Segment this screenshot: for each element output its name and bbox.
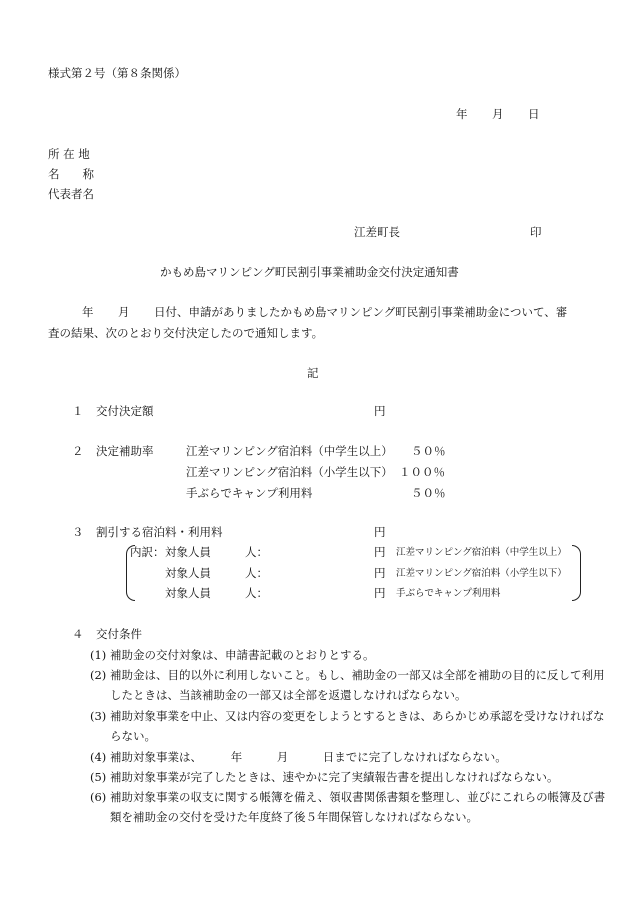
item-2-number: ２ bbox=[72, 444, 84, 458]
condition-2-line-1: 補助金は、目的以外に利用しないこと。もし、補助金の一部又は全部を補助の目的に反して利用 bbox=[110, 668, 605, 682]
condition-6-number: (6) bbox=[90, 790, 107, 804]
item-2-label: 決定補助率 bbox=[96, 444, 154, 458]
intro-text-line1: 日付、申請がありましたかもめ島マリンピング町民割引事業補助金について、審 bbox=[154, 305, 568, 319]
intro-month: 月 bbox=[118, 305, 130, 319]
item-4-label: 交付条件 bbox=[96, 627, 142, 641]
rate-name-3: 手ぶらでキャンプ利用料 bbox=[186, 486, 313, 500]
document-title: かもめ島マリンピング町民割引事業補助金交付決定通知書 bbox=[160, 265, 459, 279]
condition-4-line-1: 補助対象事業は、 年 月 日までに完了しなければならない。 bbox=[110, 750, 507, 764]
breakdown-desc-2: 江差マリンピング宿泊料（小学生以下） bbox=[396, 568, 567, 579]
condition-3-line-1: 補助対象事業を中止、又は内容の変更をしようとするときは、あらかじめ承認を受けなければな bbox=[110, 709, 605, 723]
breakdown-yen-1: 円 bbox=[374, 545, 386, 559]
item-1-label: 交付決定額 bbox=[96, 404, 154, 418]
form-number: 様式第２号（第８条関係） bbox=[48, 66, 186, 80]
breakdown-yen-3: 円 bbox=[374, 586, 386, 600]
intro-text-line2: 査の結果、次のとおり交付決定したので通知します。 bbox=[48, 326, 324, 340]
breakdown-label: 内訳： bbox=[130, 545, 165, 559]
condition-2-number: (2) bbox=[90, 668, 107, 682]
condition-1-number: (1) bbox=[90, 648, 107, 662]
condition-6-line-1: 補助対象事業の収支に関する帳簿を備え、領収書関係書類を整理し、並びにこれらの帳簿及び書 bbox=[110, 790, 606, 804]
item-4-number: ４ bbox=[72, 627, 84, 641]
breakdown-target-2: 対象人員 bbox=[165, 566, 211, 580]
item-3-label: 割引する宿泊料・利用料 bbox=[96, 525, 223, 539]
rate-name-2: 江差マリンピング宿泊料（小学生以下） bbox=[186, 465, 393, 479]
date-month: 月 bbox=[492, 107, 504, 121]
rate-name-1: 江差マリンピング宿泊料（中学生以上） bbox=[186, 444, 393, 458]
item-1-unit: 円 bbox=[374, 404, 386, 418]
breakdown-bracket-right bbox=[572, 545, 581, 601]
condition-2-line-2: したときは、当該補助金の一部又は全部を返還しなければならない。 bbox=[110, 688, 467, 702]
date-year: 年 bbox=[456, 107, 468, 121]
item-1-number: １ bbox=[72, 404, 84, 418]
rate-value-1: ５０％ bbox=[411, 444, 446, 458]
breakdown-desc-3: 手ぶらでキャンプ利用料 bbox=[396, 588, 501, 599]
breakdown-target-1: 対象人員 bbox=[165, 545, 211, 559]
breakdown-person-1: 人： bbox=[245, 545, 268, 559]
representative-label: 代表者名 bbox=[48, 187, 94, 201]
address-label: 所 在 地 bbox=[48, 147, 90, 161]
condition-1-line-1: 補助金の交付対象は、申請書記載のとおりとする。 bbox=[110, 648, 375, 662]
condition-5-number: (5) bbox=[90, 770, 107, 784]
intro-year: 年 bbox=[82, 305, 94, 319]
ki-heading: 記 bbox=[307, 366, 319, 380]
breakdown-yen-2: 円 bbox=[374, 566, 386, 580]
rate-value-3: ５０％ bbox=[411, 486, 446, 500]
condition-3-number: (3) bbox=[90, 709, 107, 723]
item-3-unit: 円 bbox=[374, 525, 386, 539]
seal-mark: 印 bbox=[530, 225, 542, 239]
item-3-number: ３ bbox=[72, 525, 84, 539]
name-label: 名 称 bbox=[48, 167, 94, 181]
issuer-title: 江差町長 bbox=[354, 225, 400, 239]
breakdown-desc-1: 江差マリンピング宿泊料（中学生以上） bbox=[396, 547, 567, 558]
breakdown-person-3: 人： bbox=[245, 586, 268, 600]
condition-6-line-2: 類を補助金の交付を受けた年度終了後５年間保管しなければならない。 bbox=[110, 810, 478, 824]
rate-value-2: １００％ bbox=[399, 465, 445, 479]
breakdown-target-3: 対象人員 bbox=[165, 586, 211, 600]
condition-3-line-2: らない。 bbox=[110, 729, 156, 743]
condition-4-number: (4) bbox=[90, 750, 107, 764]
breakdown-person-2: 人： bbox=[245, 566, 268, 580]
date-day: 日 bbox=[528, 107, 540, 121]
condition-5-line-1: 補助対象事業が完了したときは、速やかに完了実績報告書を提出しなければならない。 bbox=[110, 770, 559, 784]
